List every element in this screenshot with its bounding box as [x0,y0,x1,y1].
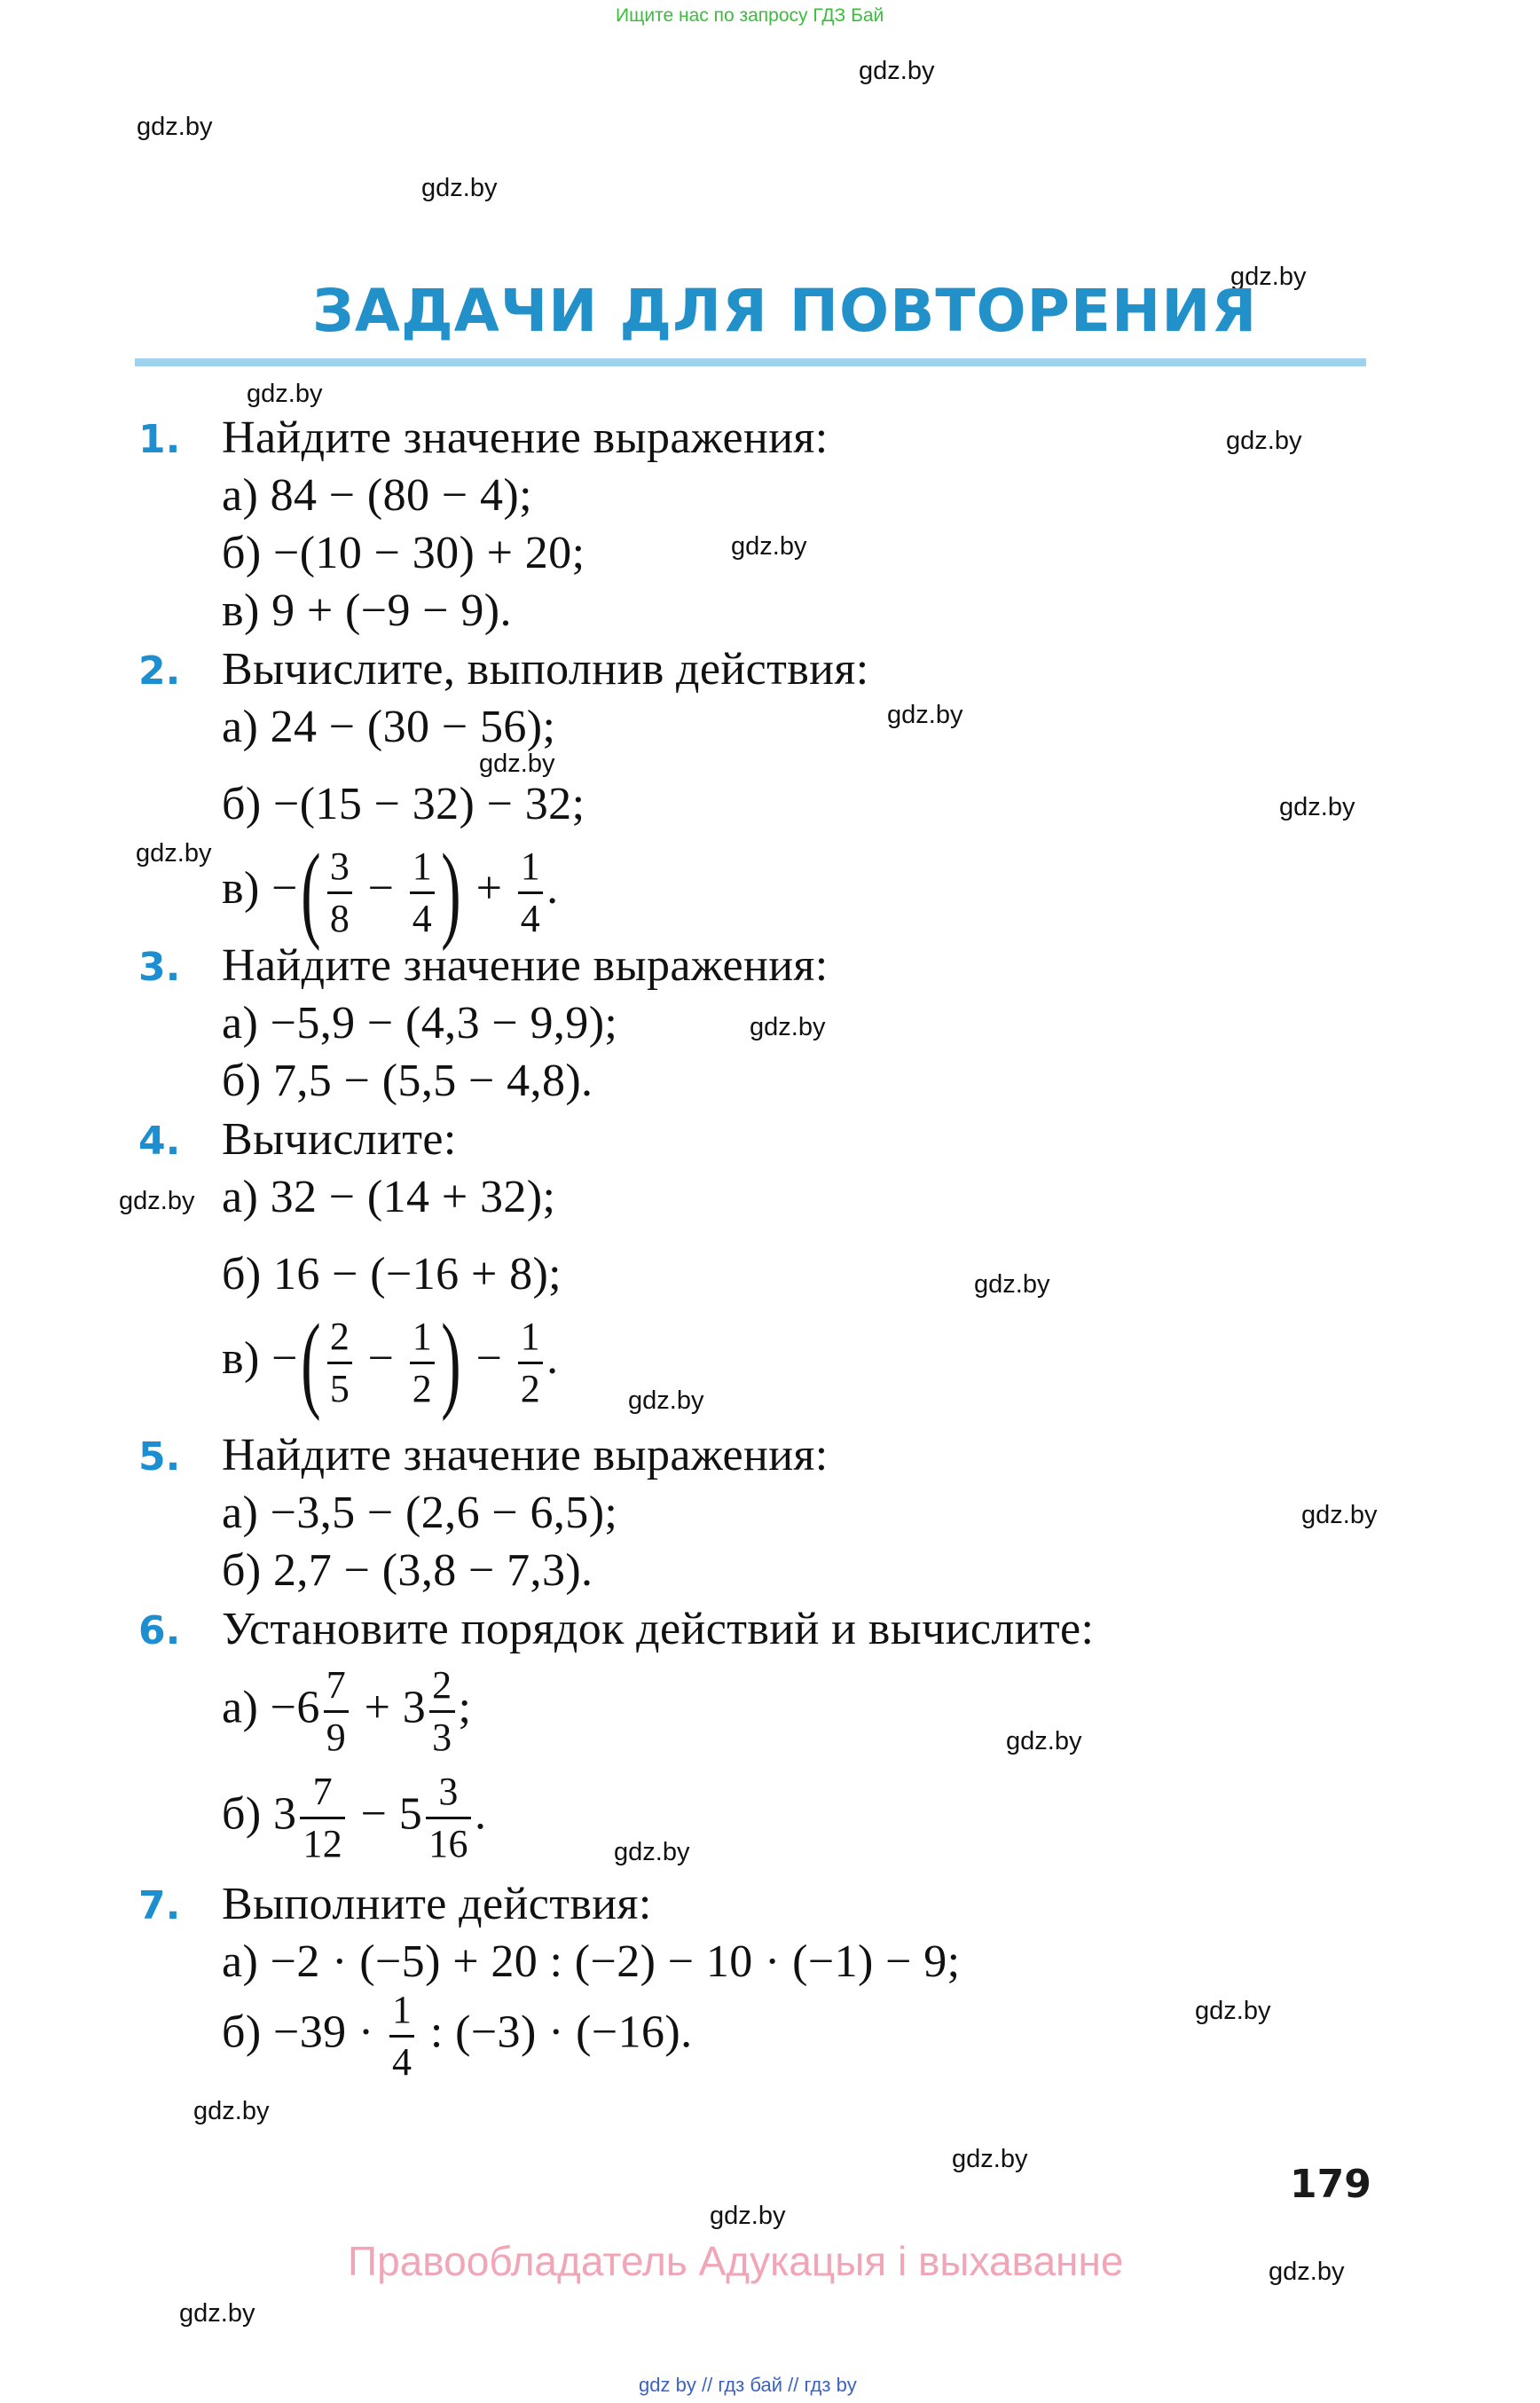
problem-text: Установите порядок действий и вычислите: [222,1604,1095,1654]
watermark: gdz.by [193,2097,270,2125]
watermark: gdz.by [119,1187,195,1215]
problem-text: Найдите значение выражения: [222,1430,829,1480]
watermark: gdz.by [1226,427,1302,455]
problem-item: в) 9 + (−9 − 9). [222,585,512,636]
watermark: gdz.by [1230,263,1307,291]
problem-item: а) 84 − (80 − 4); [222,470,532,521]
footer-link[interactable]: гдз by [804,2374,857,2396]
fraction: $\frac{3}{16}$ [426,1772,471,1864]
problem-number: 6. [138,1608,181,1653]
problem-number: 4. [138,1119,181,1164]
mixed-number-expression: а) −6 $\frac{7}{9}$ + 3 $\frac{2}{3}$ ; [222,1663,472,1759]
problem-text: Найдите значение выражения: [222,940,829,991]
watermark: gdz.by [1279,793,1355,821]
fraction: $\frac{1}{4}$ [410,847,435,938]
fraction: $\frac{1}{4}$ [518,847,543,938]
watermark: gdz.by [179,2299,255,2328]
search-hint: Ищите нас по запросу ГДЗ Бай [616,5,884,26]
fraction-expression: б) −39 · $\frac{1}{4}$ : (−3) · (−16). [222,1988,693,2084]
problem-text: Вычислите, выполнив действия: [222,644,869,695]
fraction: $\frac{1}{4}$ [389,1991,414,2082]
problem-item: а) 24 − (30 − 56); [222,702,556,752]
fraction: $\frac{2}{5}$ [327,1317,352,1409]
mixed-number-expression: б) 3 $\frac{7}{12}$ − 5 $\frac{3}{16}$ . [222,1770,487,1865]
watermark: gdz.by [1301,1501,1378,1529]
watermark: gdz.by [750,1013,826,1041]
watermark: gdz.by [710,2202,786,2230]
footer-separator: // [788,2374,799,2396]
problem-item: а) 32 − (14 + 32); [222,1172,556,1222]
page-title: ЗАДАЧИ ДЛЯ ПОВТОРЕНИЯ [312,277,1258,345]
problem-item: б) 2,7 − (3,8 − 7,3). [222,1545,593,1596]
problem-number: 3. [138,945,181,990]
title-underline [135,358,1366,366]
problem-text: Вычислите: [222,1114,457,1165]
fraction: $\frac{3}{8}$ [327,847,352,938]
fraction: $\frac{7}{9}$ [324,1666,349,1757]
footer-link[interactable]: gdz by [639,2374,696,2396]
problem-text: Найдите значение выражения: [222,412,829,463]
problem-number: 7. [138,1883,181,1928]
fraction: $\frac{1}{2}$ [518,1317,543,1409]
watermark: gdz.by [974,1270,1050,1299]
fraction-expression: в) −( $\frac{3}{8}$ − $\frac{1}{4}$ ) + $\frac{1}{4}$ . [222,832,559,952]
watermark: gdz.by [479,750,555,778]
fraction: $\frac{1}{2}$ [410,1317,435,1409]
footer-link[interactable]: гдз бай [718,2374,783,2396]
footer-links [639,2374,857,2397]
fraction-expression: в) −( $\frac{2}{5}$ − $\frac{1}{2}$ ) − $\frac{1}{2}$ . [222,1302,559,1422]
watermark: gdz.by [421,174,498,202]
problem-item: б) 7,5 − (5,5 − 4,8). [222,1056,593,1106]
watermark: gdz.by [137,113,213,141]
watermark: gdz.by [731,532,807,561]
problem-text: Выполните действия: [222,1879,652,1929]
watermark: gdz.by [1269,2258,1345,2286]
watermark: gdz.by [859,57,935,85]
problem-item: а) −3,5 − (2,6 − 6,5); [222,1488,618,1538]
watermark: gdz.by [952,2145,1028,2173]
problem-item: а) −2 · (−5) + 20 : (−2) − 10 · (−1) − 9; [222,1936,961,1987]
watermark: gdz.by [614,1838,690,1866]
watermark: gdz.by [247,380,323,408]
footer-separator: // [701,2374,713,2396]
watermark: gdz.by [1195,1997,1271,2025]
problem-item: б) −(10 − 30) + 20; [222,528,585,578]
problem-number: 2. [138,648,181,694]
problem-number: 5. [138,1434,181,1480]
watermark: gdz.by [136,839,212,868]
page-number: 179 [1290,2162,1371,2207]
watermark: gdz.by [887,701,963,729]
fraction: $\frac{7}{12}$ [300,1772,345,1864]
watermark: gdz.by [1006,1727,1082,1755]
problem-item: б) 16 − (−16 + 8); [222,1249,562,1300]
problem-item: б) −(15 − 32) − 32; [222,779,585,829]
problem-item: а) −5,9 − (4,3 − 9,9); [222,998,618,1048]
copyright-notice: Правообладатель Адукацыя і выхаванне [348,2238,1124,2284]
fraction: $\frac{2}{3}$ [429,1666,454,1757]
problem-number: 1. [138,417,181,462]
watermark: gdz.by [628,1386,704,1415]
